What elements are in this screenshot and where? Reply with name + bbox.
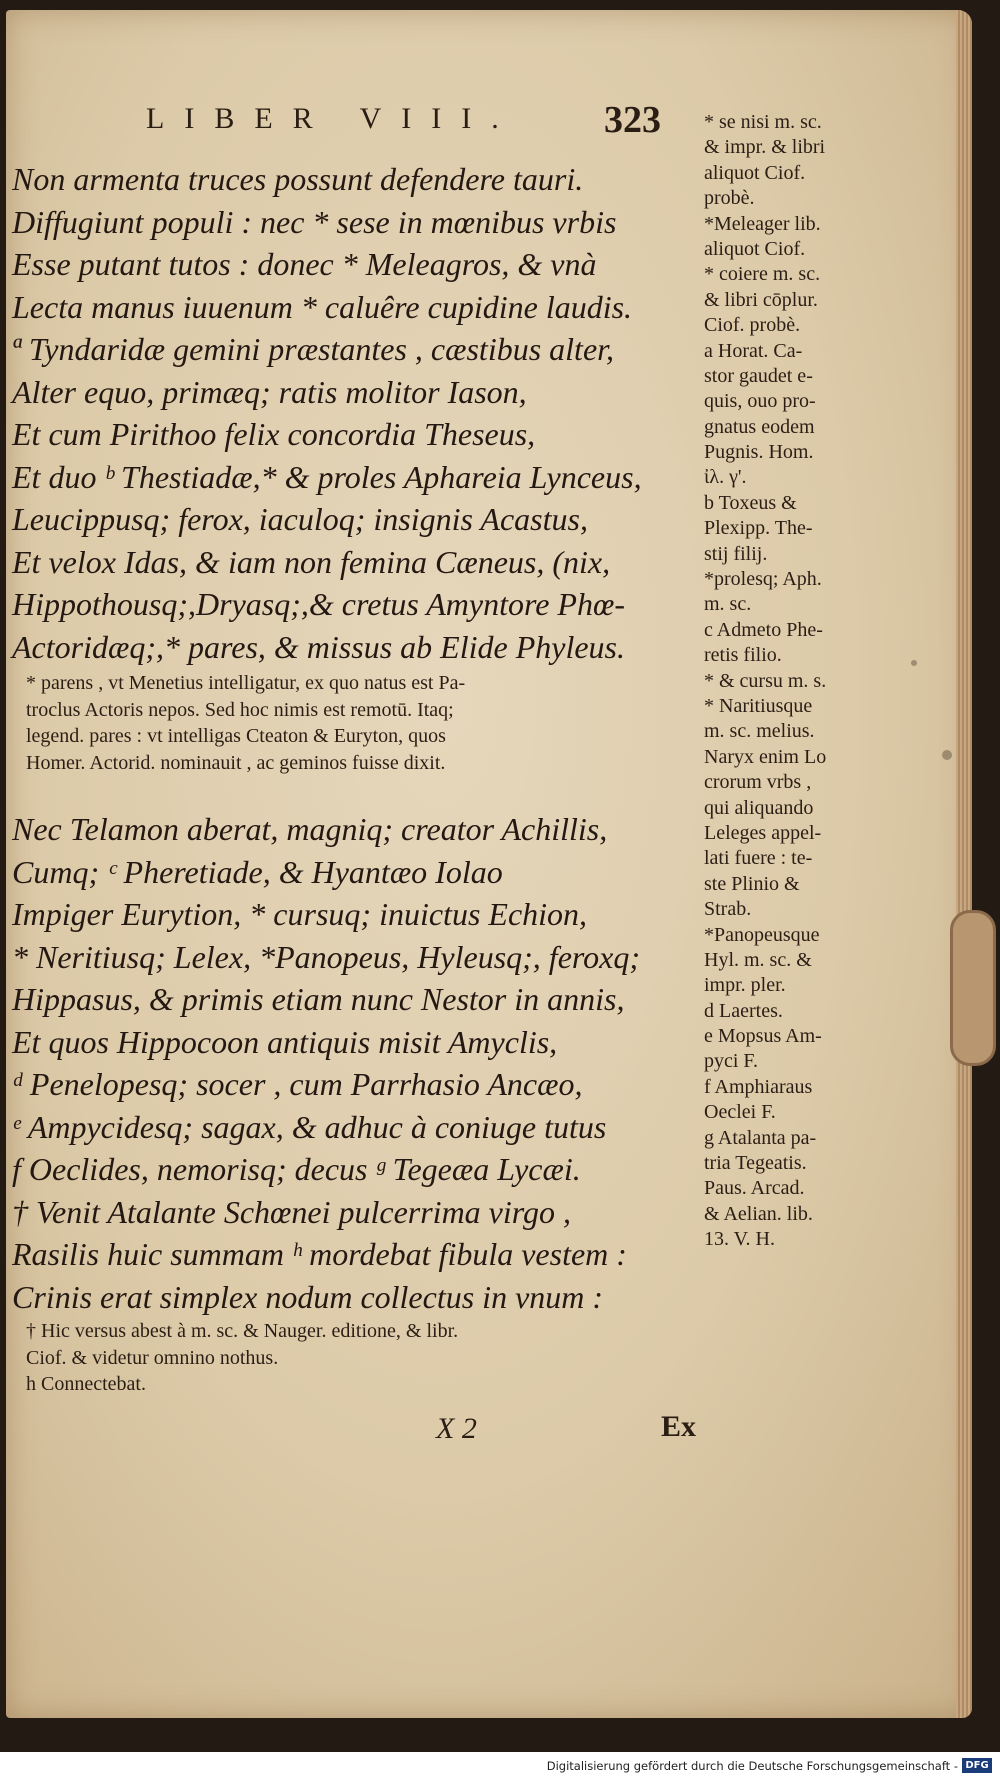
margin-note-line: b Toxeus & <box>704 491 797 514</box>
margin-note-line: crorum vrbs , <box>704 771 812 794</box>
margin-note-line: g Atalanta pa- <box>704 1126 817 1149</box>
margin-note-line: Oeclei F. <box>704 1101 776 1124</box>
margin-note-line: probè. <box>704 187 755 210</box>
margin-note-line: pyci F. <box>704 1050 758 1073</box>
signature-mark: X 2 <box>436 1412 477 1445</box>
verse-block-top <box>12 158 702 668</box>
margin-note-line: gnatus eodem <box>704 415 815 438</box>
margin-note-line: tria Tegeatis. <box>704 1152 807 1175</box>
footnote-line: Ciof. & videtur omnino nothus. <box>26 1346 279 1369</box>
verse-line: ᵈ Penelopesq; socer , cum Parrhasio Ancæo, <box>12 1066 583 1102</box>
verse-line: Hippasus, & primis etiam nunc Nestor in annis, <box>12 981 625 1017</box>
verse-line: ª Tyndaridæ gemini præstantes , cæstibus alter, <box>12 331 615 367</box>
verse-line: Et velox Idas, & iam non femina Cæneus, (nix, <box>12 543 611 580</box>
margin-note-line: *prolesq; Aph. <box>704 568 822 591</box>
verse-block-bottom <box>12 808 702 1318</box>
verse-line: Lecta manus iuuenum * caluêre cupidine laudis. <box>12 288 633 325</box>
margin-note-line: Leleges appel- <box>704 821 822 844</box>
margin-note-line: Hyl. m. sc. & <box>704 948 812 971</box>
verse-line: Actoridæq;,* pares, & missus ab Elide Phyleus. <box>12 628 625 665</box>
verse-line: Nec Telamon aberat, magniq; creator Achillis, <box>12 811 608 847</box>
margin-note-line: 13. V. H. <box>704 1228 775 1251</box>
page-number: 323 <box>604 99 661 141</box>
verse-line: † Venit Atalante Schœnei pulcerrima virgo , <box>12 1193 572 1230</box>
verse-line: Et cum Pirithoo felix concordia Theseus, <box>12 416 536 452</box>
running-head: LIBER VIII. <box>146 102 519 135</box>
margin-note-line: stij filij. <box>704 542 768 565</box>
funding-credit: Digitalisierung gefördert durch die Deutsche Forschungsgemeinschaft - <box>546 1759 958 1773</box>
verse-line: f Oeclides, nemorisq; decus ᵍ Tegeæa Lycæi. <box>12 1151 581 1187</box>
paper-stain <box>942 750 952 760</box>
verse-line: Crinis erat simplex nodum collectus in vnum : <box>12 1278 604 1315</box>
margin-note-line: * coiere m. sc. <box>704 263 821 286</box>
margin-note-line: Paus. Arcad. <box>704 1177 805 1200</box>
verse-line: Et quos Hippocoon antiquis misit Amyclis, <box>12 1023 558 1060</box>
margin-note-line: a Horat. Ca- <box>704 339 803 362</box>
margin-note-line: * se nisi m. sc. <box>704 111 822 133</box>
margin-note-line: aliquot Ciof. <box>704 237 806 260</box>
margin-note-line: Naryx enim Lo <box>704 745 827 768</box>
footnote-line: † Hic versus abest à m. sc. & Nauger. editione, & libr. <box>26 1320 459 1342</box>
margin-note-line: m. sc. melius. <box>704 720 815 743</box>
margin-note-line: retis filio. <box>704 644 782 667</box>
verse-line: Hippothousq;,Dryasq;,& cretus Amyntore Phœ- <box>12 586 625 622</box>
verse-line: Esse putant tutos : donec * Meleagros, & vnà <box>12 246 597 282</box>
footnote-line: h Connectebat. <box>26 1373 146 1395</box>
margin-note-line: Strab. <box>704 898 752 921</box>
footnote-line: Homer. Actorid. nominauit , ac geminos fuisse dixit. <box>26 751 446 774</box>
verse-line: Leucippusq; ferox, iaculoq; insignis Acastus, <box>12 501 588 537</box>
book-clasp <box>950 910 996 1066</box>
margin-note-line: *Meleager lib. <box>704 212 821 235</box>
verse-line: Non armenta truces possunt defendere tauri. <box>12 161 584 197</box>
margin-note-line: stor gaudet e- <box>704 364 813 387</box>
margin-note-line: & impr. & libri <box>704 136 826 159</box>
verse-line: Diffugiunt populi : nec * sese in mœnibus vrbis <box>12 203 617 240</box>
margin-note-line: *Panopeusque <box>704 923 820 946</box>
page-edge <box>956 10 972 1718</box>
verse-line: * Neritiusq; Lelex, *Panopeus, Hyleusq;, feroxq; <box>12 938 641 975</box>
footnote-block-mid <box>26 670 706 776</box>
footer-bar <box>0 1752 1000 1780</box>
margin-note-line: Pugnis. Hom. <box>704 441 814 464</box>
margin-note-line: e Mopsus Am- <box>704 1025 822 1048</box>
margin-note-line: m. sc. <box>704 593 752 616</box>
verse-line: Et duo ᵇ Thestiadæ,* & proles Aphareia Lynceus, <box>12 458 642 495</box>
margin-notes <box>704 110 924 1253</box>
verse-line: Cumq; ᶜ Pheretiade, & Hyantæo Iolao <box>12 853 503 890</box>
margin-note-line: aliquot Ciof. <box>704 161 806 184</box>
margin-note-line: f Amphiaraus <box>704 1075 813 1098</box>
footnote-line: troclus Actoris nepos. Sed hoc nimis est remotū. Itaq; <box>26 698 454 721</box>
margin-note-line: c Admeto Phe- <box>704 618 823 641</box>
margin-note-line: qui aliquando <box>704 796 814 819</box>
margin-note-line: impr. pler. <box>704 974 786 997</box>
book-page <box>6 10 972 1718</box>
margin-note-line: ἰλ. γ'. <box>704 466 747 489</box>
margin-note-line: Ciof. probè. <box>704 314 801 337</box>
margin-note-line: * & cursu m. s. <box>704 669 827 692</box>
margin-note-line: * Naritiusque <box>704 694 813 717</box>
footnote-block-bottom <box>26 1318 706 1398</box>
dfg-logo: DFG <box>962 1758 992 1773</box>
margin-note-line: d Laertes. <box>704 999 783 1022</box>
margin-note-line: lati fuere : te- <box>704 847 813 870</box>
margin-note-line: & Aelian. lib. <box>704 1202 813 1225</box>
verse-line: Alter equo, primæq; ratis molitor Iason, <box>12 373 527 410</box>
margin-note-line: quis, ouo pro- <box>704 390 816 413</box>
catchword: Ex <box>661 1410 697 1443</box>
margin-note-line: ste Plinio & <box>704 872 800 895</box>
margin-note-line: & libri cōplur. <box>704 288 818 311</box>
verse-line: Rasilis huic summam ʰ mordebat fibula vestem : <box>12 1236 627 1272</box>
margin-note-line: Plexipp. The- <box>704 517 813 540</box>
verse-line: Impiger Eurytion, * cursuq; inuictus Echion, <box>12 896 588 932</box>
footnote-line: * parens , vt Menetius intelligatur, ex quo natus est Pa- <box>26 672 466 694</box>
verse-line: ᵉ Ampycidesq; sagax, & adhuc à coniuge tutus <box>12 1108 607 1145</box>
paper-stain <box>911 660 917 666</box>
footnote-line: legend. pares : vt intelligas Cteaton & Euryton, quos <box>26 725 446 747</box>
